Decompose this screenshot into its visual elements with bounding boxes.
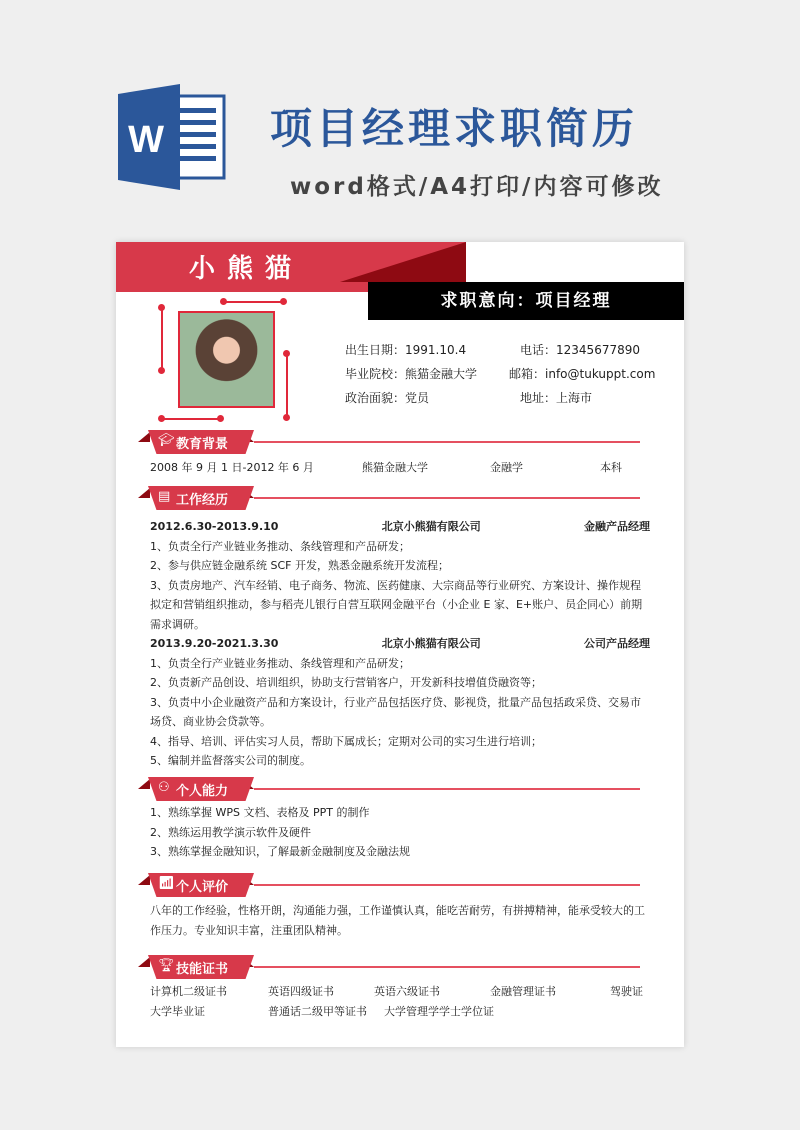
certificates-list (150, 982, 650, 1021)
job-duty: 2、参与供应链金融系统 SCF 开发，熟悉金融系统开发流程； (150, 559, 449, 572)
info-school (345, 365, 477, 382)
frame-dot (280, 298, 287, 305)
info-birthdate (345, 341, 466, 358)
svg-text:W: W (128, 119, 164, 161)
book-icon: ▤ (158, 489, 171, 504)
certificate-item: 普通话二级甲等证书 (268, 1004, 367, 1018)
frame-line (161, 418, 221, 420)
certificate-item: 金融管理证书 (490, 985, 556, 998)
frame-line (286, 354, 288, 418)
word-icon (118, 84, 228, 190)
frame-dot (158, 304, 165, 311)
info-label: 毕业院校： (345, 367, 406, 381)
job-position: 金融产品经理 (584, 520, 650, 533)
certificate-item: 计算机二级证书 (150, 985, 227, 998)
education-period: 2008 年 9 月 1 日-2012 年 6 月 (150, 461, 314, 474)
education-school: 熊猫金融大学 (362, 461, 428, 474)
certificate-item: 英语四级证书 (268, 985, 334, 998)
abilities-list (150, 803, 650, 862)
section-header-work (138, 486, 686, 510)
certificate-item: 驾驶证 (610, 985, 643, 998)
ability-item: 2、熟练运用教学演示软件及硬件 (150, 825, 311, 839)
info-label: 邮箱： (509, 367, 546, 381)
section-header-certificates (138, 955, 686, 979)
page-title: 项目经理求职简历 (270, 104, 639, 153)
ability-item: 3、熟练掌握金融知识，了解最新金融制度及金融法规 (150, 845, 410, 858)
job-duty: 3、负责中小企业融资产品和方案设计，行业产品包括医疗贷、影视贷，批量产品包括政采贷、交易市场贷、商业协会贷款等。 (150, 695, 641, 728)
section-header-evaluation (138, 873, 686, 897)
info-label: 政治面貌： (345, 391, 406, 405)
page-subtitle: word格式/A4打印/内容可修改 (290, 174, 664, 200)
info-email (509, 365, 655, 382)
certificate-item: 大学管理学学士学位证 (384, 1004, 494, 1018)
evaluation-text: 八年的工作经验，性格开朗，沟通能力强，工作谨慎认真，能吃苦耐劳，有拼搏精神，能承受较大的工作压力。专业知识丰富，注重团队精神。 (150, 904, 645, 937)
job-duty: 2、负责新产品创设、培训组织，协助支行营销客户，开发新科技增值贷融资等； (150, 676, 542, 689)
person-icon: ⚇ (158, 780, 170, 795)
frame-line (161, 307, 163, 371)
section-header-education (138, 430, 686, 454)
trophy-icon: 🏆︎ (158, 958, 175, 973)
info-phone (520, 341, 640, 358)
section-title: 工作经历 (176, 493, 229, 508)
info-value: 党员 (405, 391, 430, 405)
job-duty: 4、指导、培训、评估实习人员，帮助下属成长；定期对公司的实习生进行培训； (150, 734, 542, 748)
education-row (150, 458, 650, 478)
frame-line (224, 301, 284, 303)
job-duty: 1、负责全行产业链业务推动、条线管理和产品研发； (150, 656, 410, 670)
info-political (345, 389, 429, 406)
job-position: 公司产品经理 (584, 637, 650, 650)
frame-dot (158, 415, 165, 422)
job-company: 北京小熊猫有限公司 (381, 520, 481, 533)
job-period: 2012.6.30-2013.9.10 (150, 520, 279, 533)
info-value: 熊猫金融大学 (405, 367, 478, 381)
work-list (150, 517, 650, 771)
certificate-item: 英语六级证书 (374, 985, 440, 998)
frame-dot (158, 367, 165, 374)
info-address (520, 389, 592, 406)
info-label: 出生日期： (345, 343, 406, 357)
info-value: 上海市 (556, 391, 593, 405)
info-value: 12345677890 (556, 343, 640, 357)
profile-photo (178, 311, 275, 408)
section-header-abilities (138, 777, 686, 801)
bar-chart-icon: 📶︎ (158, 876, 175, 891)
job-duty: 5、编制并监督落实公司的制度。 (150, 754, 311, 767)
job-duty: 1、负责全行产业链业务推动、条线管理和产品研发； (150, 539, 410, 553)
frame-dot (283, 414, 290, 421)
job-header (150, 517, 650, 537)
graduation-cap-icon: 🎓︎ (158, 433, 175, 448)
ability-item: 1、熟练掌握 WPS 文档、表格及 PPT 的制作 (150, 806, 370, 819)
candidate-name: 小熊猫 (188, 254, 303, 284)
resume-document (116, 242, 684, 1047)
info-value: 1991.10.4 (405, 343, 467, 357)
certificate-item: 大学毕业证 (150, 1004, 205, 1018)
frame-dot (283, 350, 290, 357)
section-title: 技能证书 (176, 962, 229, 977)
section-title: 教育背景 (176, 437, 229, 452)
info-value: info@tukuppt.com (545, 367, 656, 381)
job-period: 2013.9.20-2021.3.30 (150, 637, 279, 650)
frame-dot (220, 298, 227, 305)
info-label: 电话： (520, 343, 557, 357)
info-label: 地址： (520, 391, 557, 405)
education-degree: 本科 (600, 461, 622, 474)
education-major: 金融学 (490, 461, 523, 474)
job-header (150, 634, 650, 654)
section-title: 个人评价 (176, 880, 229, 895)
job-duty: 3、负责房地产、汽车经销、电子商务、物流、医药健康、大宗商品等行业研究、方案设计、操作规程拟定和营销组织推动，参与稻壳儿银行自营互联网金融平台（小企业 E 家、E+账户、员企同心）前期需求调研。 (150, 578, 643, 631)
job-company: 北京小熊猫有限公司 (381, 637, 481, 650)
job-intent: 求职意向：项目经理 (368, 282, 684, 320)
frame-dot (217, 415, 224, 422)
section-title: 个人能力 (176, 784, 229, 799)
